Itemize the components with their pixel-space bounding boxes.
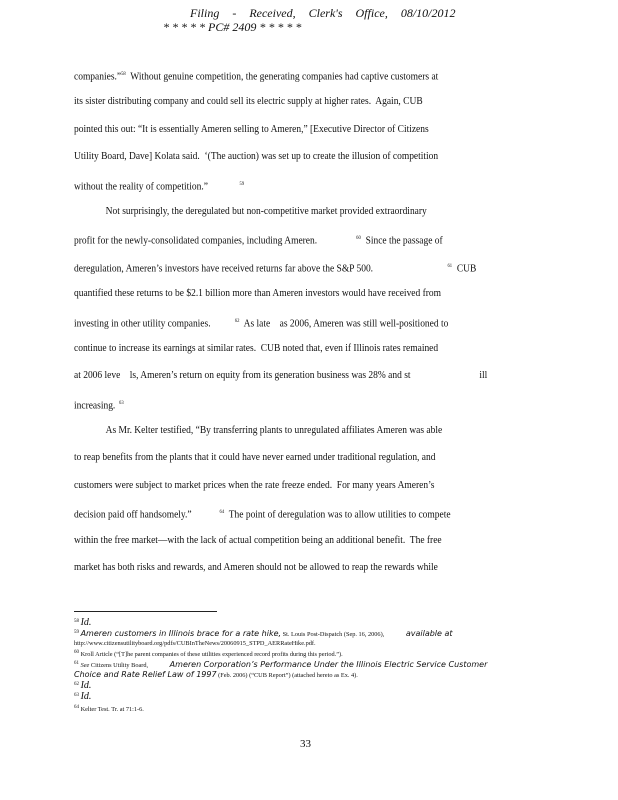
footnote-ref: 61 <box>447 263 453 269</box>
footnotes <box>74 617 544 714</box>
body-line: quantified these returns to be $2.1 billion more than Ameren investors would have received from <box>74 288 442 300</box>
body-line: to reap benefits from the plants that it could have never earned under traditional regulation, and <box>74 452 436 464</box>
body-line: deregulation, Ameren’s investors have received returns far above the S&P 500. $^{61}$ CUB <box>74 263 477 275</box>
body-line: Utility Board, Dave] Kolata said. ‘(The auction) was set up to create the illusion of competition <box>74 151 439 163</box>
body-line: without the reality of competition.” $^{59}$ <box>74 180 245 192</box>
footnote-59: $^{59}$ Ameren customers in Illinois brace for a rate hike, St. Louis Post-Dispatch (Sep. 16, 2006), available at <box>74 629 453 639</box>
body-text <box>74 68 514 588</box>
filing-header-line2: * * * * * PC# 2409 * * * * * <box>163 20 302 34</box>
body-line: decision paid off handsomely.” $^{64}$ The point of deregulation was to allow utilities to compete <box>74 509 451 521</box>
footnote-62: $^{62}$ Id. <box>74 680 92 692</box>
body-line: pointed this out: “It is essentially Ameren selling to Ameren,” [Executive Director of Citizens <box>74 123 429 135</box>
body-line: continue to increase its earnings at similar rates. CUB noted that, even if Illinois rates remained <box>74 342 439 354</box>
body-line: market has both risks and rewards, and Ameren should not be allowed to reap the rewards while <box>74 562 438 574</box>
footnote-63: $^{63}$ Id. <box>74 691 92 703</box>
body-line: within the free market—with the lack of actual competition being an additional benefit. The free <box>74 534 442 546</box>
body-line: at 2006 leve ls, Ameren’s return on equity from its generation business was 28% and st ill <box>74 370 488 382</box>
footnote-58: $^{58}$ Id. <box>74 617 92 629</box>
body-line: companies.”$^{58}$ Without genuine competition, the generating companies had captive customers at <box>74 71 439 83</box>
footnote-60: $^{60}$ Kroll Article (“[T]he parent companies of these utilities experienced record profits during this period.”). <box>74 650 343 659</box>
body-line: investing in other utility companies. $^{62}$ As late as 2006, Ameren was still well-positioned to <box>74 317 449 329</box>
footnote-64: $^{64}$ Kelter Test. Tr. at 71:1-6. <box>74 704 144 713</box>
body-line: profit for the newly-consolidated companies, including Ameren. $^{60}$ Since the passage of <box>74 235 443 247</box>
footnote-ref: 60 <box>356 236 361 242</box>
footnote-ref: 64 <box>219 510 225 516</box>
body-line: its sister distributing company and could sell its electric supply at higher rates. Again, CUB <box>74 96 423 108</box>
footnote-61: $^{61}$ See Citizens Utility Board, Ameren Corporation’s Performance Under the Illinois Electric Service Customer <box>74 660 488 670</box>
filing-header-line1: Filing - Received, Clerk's Office, 08/10/2012 <box>190 6 456 20</box>
footnote-59-url: http://www.citizensutilityboard.org/pdfs/CUBInTheNews/20060915_STPD_AERRateHike.pdf. <box>74 640 316 648</box>
body-line: customers were subject to market prices when the rate freeze ended. For many years Ameren’s <box>74 479 435 491</box>
body-line: As Mr. Kelter testified, “By transferring plants to unregulated affiliates Ameren was able <box>105 425 443 437</box>
page-number: 33 <box>300 738 311 750</box>
footnote-ref: 59 <box>239 181 245 187</box>
footnote-ref: 63 <box>119 400 124 406</box>
body-line: Not surprisingly, the deregulated but non-competitive market provided extraordinary <box>105 205 427 217</box>
footnote-ref: 62 <box>234 318 240 324</box>
footnote-divider <box>74 611 217 612</box>
footnote-ref: 58 <box>121 72 126 77</box>
body-line: increasing. $^{63}$ <box>74 400 124 412</box>
footnote-61-cont: Choice and Rate Relief Law of 1997 (Feb. 2006) (“CUB Report”) (attached hereto as Ex. 4). <box>74 670 358 680</box>
